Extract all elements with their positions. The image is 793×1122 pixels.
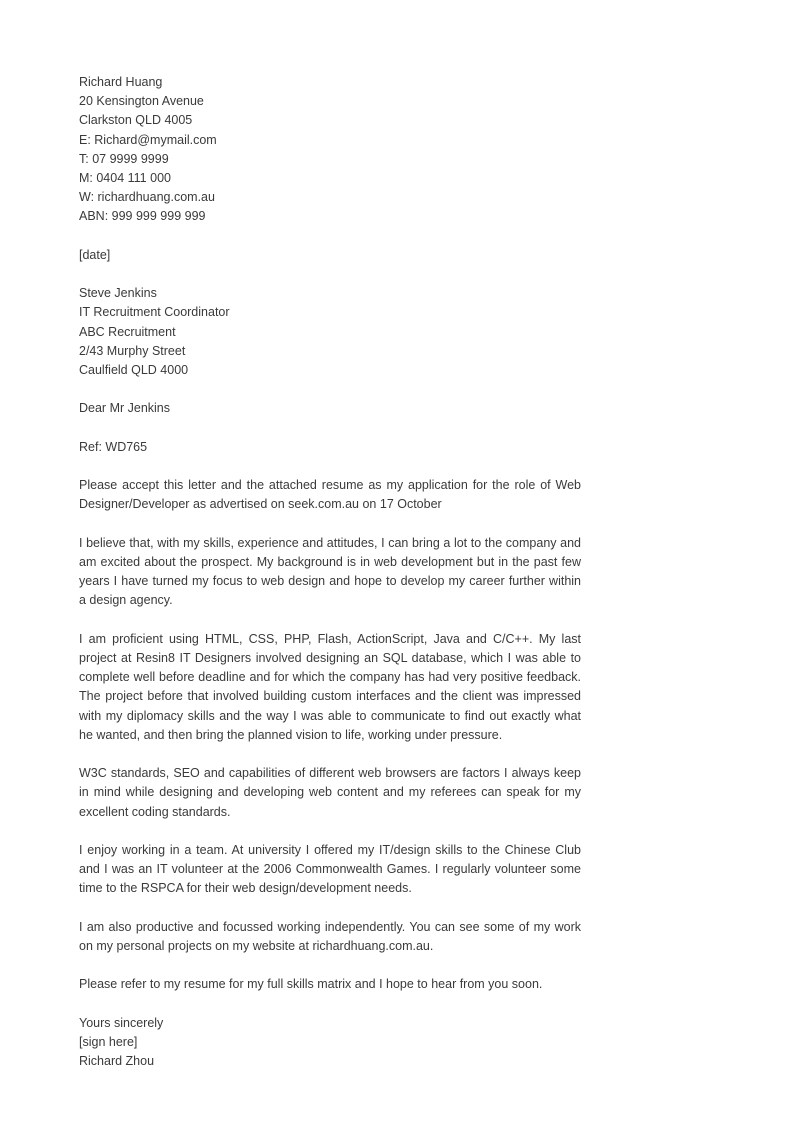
recipient-company: ABC Recruitment: [79, 324, 176, 339]
reference-line: Ref: WD765: [79, 439, 148, 454]
closing-salutation: Yours sincerely: [79, 1015, 164, 1030]
body-paragraph-6: I am also productive and focussed working independently. You can see some of my work on my personal projects on my website at richardhuang.com.au.: [79, 919, 581, 953]
recipient-street: 2/43 Murphy Street: [79, 343, 186, 358]
recipient-title: IT Recruitment Coordinator: [79, 305, 230, 320]
recipient-name: Steve Jenkins: [79, 286, 157, 301]
body-paragraph-3: I am proficient using HTML, CSS, PHP, Flash, ActionScript, Java and C/C++. My last project at Resin8 IT Designers involved designing an SQL database, which I was able to complete well before deadline and for which the company has had very positive feedback. The project before that involved building custom interfaces and the client was impressed with my diplomacy skills and the way I was able to communicate to find out exactly what he wanted, and then bring the planned vision to life, working under pressure.: [79, 631, 581, 742]
sender-mobile: M: 0404 111 000: [79, 171, 171, 186]
signature-placeholder: [sign here]: [79, 1034, 138, 1049]
recipient-city: Caulfield QLD 4000: [79, 363, 189, 378]
closing-block: [79, 1014, 581, 1072]
body-paragraph-4: W3C standards, SEO and capabilities of different web browsers are factors I always keep in mind while designing and developing web content and my referees can speak for my excellent coding standards.: [79, 766, 581, 819]
sender-email: E: Richard@mymail.com: [79, 132, 217, 147]
signer-name: Richard Zhou: [79, 1054, 155, 1069]
body-paragraph-7: Please refer to my resume for my full skills matrix and I hope to hear from you soon.: [79, 977, 543, 992]
body-paragraph-5: I enjoy working in a team. At university I offered my IT/design skills to the Chinese Club and I was an IT volunteer at the 2006 Commonwealth Games. I regularly volunteer some time to the RSPCA for their web design/development needs.: [79, 842, 581, 896]
salutation: Dear Mr Jenkins: [79, 401, 170, 416]
sender-website: W: richardhuang.com.au: [79, 190, 215, 205]
sender-city: Clarkston QLD 4005: [79, 113, 193, 128]
sender-phone: T: 07 9999 9999: [79, 151, 169, 166]
cover-letter: [79, 73, 581, 1071]
sender-name: Richard Huang: [79, 75, 163, 89]
body-paragraph-1: Please accept this letter and the attached resume as my application for the role of Web Designer/Developer as advertised on seek.com.au on 17 October: [79, 478, 581, 512]
date-placeholder: [date]: [79, 247, 111, 262]
sender-street: 20 Kensington Avenue: [79, 94, 204, 109]
recipient-address-block: [79, 284, 581, 380]
body-paragraph-2: I believe that, with my skills, experience and attitudes, I can bring a lot to the company and am excited about the prospect. My background is in web development but in the past few years I have turned my focus to web design and hope to develop my career further within a design agency.: [79, 535, 581, 608]
sender-abn: ABN: 999 999 999 999: [79, 209, 206, 224]
sender-address-block: [79, 73, 581, 227]
